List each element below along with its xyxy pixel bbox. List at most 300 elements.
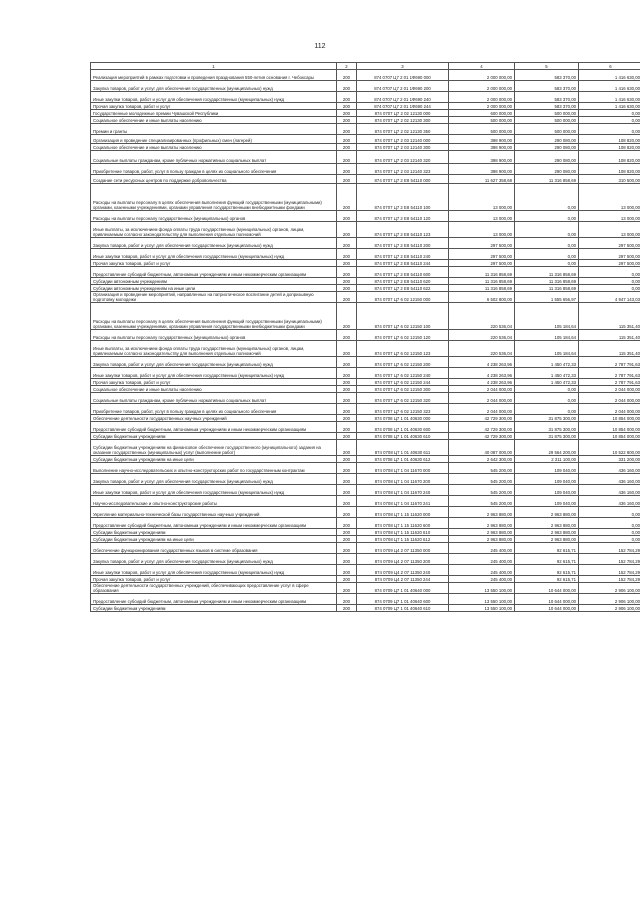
row-value-plan: 42 729 300,00 (449, 415, 515, 422)
row-value-executed: 92 615,71 (515, 554, 579, 565)
row-code: 200 (337, 81, 357, 92)
row-value-remaining: 2 787 791,63 (579, 357, 640, 368)
row-value-executed: 109 040,00 (515, 474, 579, 485)
row-value-executed: 92 615,71 (515, 576, 579, 583)
row-code: 200 (337, 583, 357, 594)
row-value-executed: 31 875 300,00 (515, 415, 579, 422)
row-value-remaining: 108 820,00 (579, 151, 640, 164)
table-row (91, 144, 640, 151)
row-classifier: 874 0708 Ц7 1 15 11620 610 (357, 529, 449, 536)
row-classifier: 874 0707 Ц7 2 01 1Ф690 244 (357, 103, 449, 110)
row-value-executed: 1 450 472,33 (515, 357, 579, 368)
row-name: Закупка товаров, работ и услуг для обеспечения государственных (муниципальных) нужд (91, 81, 337, 92)
row-value-remaining: 2 787 791,63 (579, 368, 640, 379)
row-classifier: 874 0707 Ц7 6 02 12150 200 (357, 357, 449, 368)
row-value-executed: 583 370,00 (515, 81, 579, 92)
row-classifier: 874 0707 Ц7 2 02 12130 000 (357, 110, 449, 117)
row-code: 200 (337, 285, 357, 292)
row-name: Закупка товаров, работ и услуг для обеспечения государственных (муниципальных) нужд (91, 357, 337, 368)
row-value-plan: 545 200,00 (449, 463, 515, 474)
row-value-remaining: 115 351,40 (579, 303, 640, 330)
row-name: Иные закупки товаров, работ и услуг для обеспечения государственных (муниципальных) нужд (91, 485, 337, 496)
table-header-row (91, 63, 640, 70)
row-value-remaining: 0,00 (579, 278, 640, 285)
row-value-remaining: 1 416 630,00 (579, 81, 640, 92)
row-code: 200 (337, 175, 357, 184)
row-value-executed: 11 316 858,69 (515, 285, 579, 292)
row-value-remaining: 108 820,00 (579, 135, 640, 144)
row-value-executed: 29 564 200,00 (515, 440, 579, 456)
table-row (91, 260, 640, 267)
row-code: 200 (337, 164, 357, 175)
row-name: Организация и проведение специализированных (профильных) смен (лагерей) (91, 135, 337, 144)
row-code: 200 (337, 529, 357, 536)
row-classifier: 874 0707 Ц7 2 02 12130 300 (357, 117, 449, 124)
row-value-plan: 545 200,00 (449, 496, 515, 507)
row-value-executed: 2 963 880,00 (515, 536, 579, 543)
row-value-plan: 13 550 100,00 (449, 605, 515, 612)
row-value-plan: 2 044 000,00 (449, 386, 515, 393)
row-value-remaining: 436 160,00 (579, 485, 640, 496)
column-header: 4 (449, 63, 515, 70)
row-code: 200 (337, 565, 357, 576)
budget-table (90, 62, 640, 612)
row-name: Социальное обеспечение и иные выплаты населению (91, 117, 337, 124)
row-value-executed: 2 311 100,00 (515, 456, 579, 463)
row-value-remaining: 1 416 630,00 (579, 103, 640, 110)
table-row (91, 605, 640, 612)
row-value-executed: 290 080,00 (515, 135, 579, 144)
row-value-plan: 13 000,00 (449, 184, 515, 211)
row-value-plan: 2 000 000,00 (449, 81, 515, 92)
row-name: Обеспечение функционирования государственных языков в системе образования (91, 543, 337, 554)
row-classifier: 874 0707 Ц7 2 E8 54110 620 (357, 278, 449, 285)
row-classifier: 874 0709 Ц7 1 01 40640 600 (357, 594, 449, 605)
row-value-plan: 245 400,00 (449, 565, 515, 576)
row-code: 200 (337, 605, 357, 612)
row-classifier: 874 0708 Ц7 1 01 40630 600 (357, 422, 449, 433)
row-classifier: 874 0707 Ц7 2 01 1Ф690 000 (357, 70, 449, 81)
row-value-plan: 11 627 358,68 (449, 175, 515, 184)
row-classifier: 874 0707 Ц7 6 02 12150 123 (357, 341, 449, 357)
table-row (91, 164, 640, 175)
row-name: Расходы на выплаты персоналу в целях обеспечения выполнения функций государственными (муниципальными) органами, казенными учреждениями, органами управления государственными внебюджетными фондами (91, 303, 337, 330)
row-value-remaining: 297 500,00 (579, 260, 640, 267)
row-value-executed: 290 080,00 (515, 151, 579, 164)
table-row (91, 92, 640, 103)
table-row (91, 341, 640, 357)
row-classifier: 874 0709 Ц7 1 01 40640 000 (357, 583, 449, 594)
row-value-plan: 2 963 880,00 (449, 507, 515, 518)
row-name: Предоставление субсидий бюджетным, автономным учреждениям и иным некоммерческим организациям (91, 422, 337, 433)
table-row (91, 357, 640, 368)
table-row (91, 529, 640, 536)
row-value-remaining: 0,00 (579, 117, 640, 124)
row-value-plan: 245 400,00 (449, 576, 515, 583)
row-code: 200 (337, 341, 357, 357)
row-value-executed: 583 370,00 (515, 92, 579, 103)
row-classifier: 874 0707 Ц7 2 E8 54110 200 (357, 238, 449, 249)
row-value-remaining: 2 044 000,00 (579, 393, 640, 404)
table-row (91, 124, 640, 135)
row-value-remaining: 310 500,00 (579, 175, 640, 184)
row-classifier: 874 0707 Ц7 2 E8 54110 240 (357, 249, 449, 260)
row-code: 200 (337, 404, 357, 415)
row-value-executed: 10 644 000,00 (515, 583, 579, 594)
row-value-executed: 290 080,00 (515, 164, 579, 175)
row-value-plan: 220 536,04 (449, 330, 515, 341)
row-value-executed: 290 080,00 (515, 144, 579, 151)
row-value-plan: 4 238 263,96 (449, 368, 515, 379)
table-row (91, 594, 640, 605)
row-value-plan: 2 963 880,00 (449, 518, 515, 529)
row-value-remaining: 436 160,00 (579, 474, 640, 485)
row-code: 200 (337, 496, 357, 507)
row-value-plan: 11 316 858,69 (449, 278, 515, 285)
table-row (91, 175, 640, 184)
row-value-plan: 545 200,00 (449, 485, 515, 496)
row-value-plan: 398 900,00 (449, 144, 515, 151)
row-value-remaining: 13 000,00 (579, 211, 640, 222)
row-name: Иные закупки товаров, работ и услуг для обеспечения государственных (муниципальных) нужд (91, 249, 337, 260)
table-row (91, 565, 640, 576)
table-row (91, 303, 640, 330)
row-classifier: 874 0707 Ц7 2 03 12140 320 (357, 151, 449, 164)
table-row (91, 576, 640, 583)
row-classifier: 874 0708 Ц7 1 15 11620 600 (357, 518, 449, 529)
row-name: Реализация мероприятий в рамках подготовки и проведения празднования 550-летия основания г. Чебоксары (91, 70, 337, 81)
row-code: 200 (337, 330, 357, 341)
row-classifier: 874 0708 Ц7 1 04 11670 200 (357, 474, 449, 485)
row-classifier: 874 0707 Ц7 2 E8 54110 622 (357, 285, 449, 292)
column-header: 5 (515, 63, 579, 70)
row-value-remaining: 10 522 800,00 (579, 440, 640, 456)
row-code: 200 (337, 211, 357, 222)
row-name: Закупка товаров, работ и услуг для обеспечения государственных (муниципальных) нужд (91, 474, 337, 485)
row-code: 200 (337, 474, 357, 485)
row-code: 200 (337, 92, 357, 103)
row-classifier: 874 0709 Ц4 2 07 11350 240 (357, 565, 449, 576)
row-value-plan: 13 550 100,00 (449, 583, 515, 594)
row-value-executed: 109 040,00 (515, 485, 579, 496)
row-value-remaining: 152 784,29 (579, 576, 640, 583)
row-code: 200 (337, 238, 357, 249)
row-code: 200 (337, 440, 357, 456)
row-name: Социальное обеспечение и иные выплаты населению (91, 386, 337, 393)
table-row (91, 285, 640, 292)
row-name: Предоставление субсидий бюджетным, автономным учреждениям и иным некоммерческим организациям (91, 518, 337, 529)
row-value-executed: 0,00 (515, 238, 579, 249)
table-row (91, 554, 640, 565)
table-row (91, 249, 640, 260)
column-header: 2 (337, 63, 357, 70)
row-value-executed: 1 450 472,33 (515, 368, 579, 379)
row-name: Иные закупки товаров, работ и услуг для обеспечения государственных (муниципальных) нужд (91, 368, 337, 379)
row-classifier: 874 0708 Ц7 1 04 11670 000 (357, 463, 449, 474)
row-classifier: 874 0709 Ц4 2 07 11350 200 (357, 554, 449, 565)
table-row (91, 110, 640, 117)
row-value-remaining: 297 500,00 (579, 238, 640, 249)
row-name: Укрепление материально-технической базы государственных научных учреждений (91, 507, 337, 518)
row-classifier: 874 0709 Ц4 2 07 11350 244 (357, 576, 449, 583)
row-name: Организация и проведение мероприятий, направленных на патриотическое воспитание детей и допризывную подготовку молодежи (91, 292, 337, 303)
row-value-executed: 583 370,00 (515, 70, 579, 81)
row-value-executed: 0,00 (515, 184, 579, 211)
row-value-remaining: 331 200,00 (579, 456, 640, 463)
column-header: 1 (91, 63, 337, 70)
row-value-plan: 2 963 880,00 (449, 529, 515, 536)
row-name: Создание сети ресурсных центров по поддержке добровольчества (91, 175, 337, 184)
row-name: Предоставление субсидий бюджетным, автономным учреждениям и иным некоммерческим организациям (91, 267, 337, 278)
row-code: 200 (337, 260, 357, 267)
row-name: Предоставление субсидий бюджетным, автономным учреждениям и иным некоммерческим организациям (91, 594, 337, 605)
row-name: Научно-исследовательские и опытно-конструкторские работы (91, 496, 337, 507)
row-value-plan: 11 316 858,69 (449, 267, 515, 278)
row-value-plan: 545 200,00 (449, 474, 515, 485)
row-classifier: 874 0707 Ц7 2 E8 54110 100 (357, 184, 449, 211)
row-code: 200 (337, 303, 357, 330)
row-value-plan: 2 642 300,00 (449, 456, 515, 463)
row-code: 200 (337, 103, 357, 110)
row-value-remaining: 2 906 100,00 (579, 583, 640, 594)
row-code: 200 (337, 463, 357, 474)
row-code: 200 (337, 393, 357, 404)
row-value-plan: 398 900,00 (449, 164, 515, 175)
row-code: 200 (337, 135, 357, 144)
row-classifier: 874 0708 Ц7 1 01 40630 000 (357, 415, 449, 422)
table-row (91, 330, 640, 341)
row-value-remaining: 1 416 630,00 (579, 92, 640, 103)
row-name: Обеспечение деятельности государственных научных учреждений (91, 415, 337, 422)
row-value-remaining: 108 820,00 (579, 144, 640, 151)
row-classifier: 874 0707 Ц7 6 02 12150 320 (357, 393, 449, 404)
column-header: 6 (579, 63, 640, 70)
row-value-plan: 297 500,00 (449, 238, 515, 249)
row-classifier: 874 0707 Ц7 6 02 12150 300 (357, 386, 449, 393)
row-value-plan: 398 900,00 (449, 135, 515, 144)
row-name: Закупка товаров, работ и услуг для обеспечения государственных (муниципальных) нужд (91, 238, 337, 249)
table-row (91, 117, 640, 124)
row-classifier: 874 0707 Ц7 6 02 12150 240 (357, 368, 449, 379)
row-value-plan: 398 900,00 (449, 151, 515, 164)
row-classifier: 874 0708 Ц7 1 15 11620 000 (357, 507, 449, 518)
row-value-remaining: 0,00 (579, 110, 640, 117)
row-name: Социальное обеспечение и иные выплаты населению (91, 144, 337, 151)
row-value-remaining: 2 906 100,00 (579, 594, 640, 605)
table-row (91, 222, 640, 238)
row-value-executed: 500 000,00 (515, 124, 579, 135)
row-code: 200 (337, 594, 357, 605)
table-row (91, 485, 640, 496)
row-classifier: 874 0707 Ц7 2 E8 54110 123 (357, 222, 449, 238)
row-code: 200 (337, 151, 357, 164)
row-value-executed: 583 370,00 (515, 103, 579, 110)
row-value-executed: 0,00 (515, 249, 579, 260)
row-value-executed: 1 450 472,33 (515, 379, 579, 386)
row-classifier: 874 0708 Ц7 1 04 11670 240 (357, 485, 449, 496)
row-code: 200 (337, 554, 357, 565)
table-row (91, 415, 640, 422)
row-value-executed: 0,00 (515, 386, 579, 393)
table-row (91, 536, 640, 543)
row-classifier: 874 0707 Ц7 2 E8 54110 120 (357, 211, 449, 222)
table-row (91, 379, 640, 386)
row-value-plan: 500 000,00 (449, 117, 515, 124)
row-code: 200 (337, 70, 357, 81)
row-classifier: 874 0707 Ц7 2 01 1Ф690 200 (357, 81, 449, 92)
row-value-plan: 4 238 263,96 (449, 379, 515, 386)
row-value-executed: 0,00 (515, 393, 579, 404)
table-row (91, 496, 640, 507)
row-value-executed: 500 000,00 (515, 117, 579, 124)
row-value-plan: 2 044 000,00 (449, 404, 515, 415)
row-name: Обеспечение деятельности государственных учреждений, обеспечивающих предоставление услуг в сфере образования (91, 583, 337, 594)
row-value-executed: 105 184,64 (515, 341, 579, 357)
row-value-plan: 42 729 300,00 (449, 422, 515, 433)
table-row (91, 278, 640, 285)
row-value-remaining: 0,00 (579, 267, 640, 278)
row-classifier: 874 0707 Ц7 2 03 12140 300 (357, 144, 449, 151)
table-row (91, 440, 640, 456)
row-value-remaining: 2 044 000,00 (579, 404, 640, 415)
row-value-remaining: 108 820,00 (579, 164, 640, 175)
row-value-plan: 13 000,00 (449, 222, 515, 238)
table-row (91, 292, 640, 303)
row-code: 200 (337, 456, 357, 463)
row-value-remaining: 0,00 (579, 529, 640, 536)
row-name: Субсидии бюджетным учреждениям (91, 529, 337, 536)
row-classifier: 874 0707 Ц7 2 03 12140 323 (357, 164, 449, 175)
row-code: 200 (337, 144, 357, 151)
row-classifier: 874 0707 Ц7 6 02 12150 244 (357, 379, 449, 386)
row-classifier: 874 0708 Ц7 1 04 11670 241 (357, 496, 449, 507)
row-value-plan: 297 500,00 (449, 249, 515, 260)
table-row (91, 81, 640, 92)
table-row (91, 238, 640, 249)
row-value-remaining: 10 854 000,00 (579, 422, 640, 433)
row-code: 200 (337, 422, 357, 433)
row-classifier: 874 0709 Ц4 2 07 11350 000 (357, 543, 449, 554)
row-value-plan: 6 502 800,00 (449, 292, 515, 303)
row-name: Премии и гранты (91, 124, 337, 135)
row-value-executed: 0,00 (515, 211, 579, 222)
row-value-plan: 13 000,00 (449, 211, 515, 222)
table-row (91, 433, 640, 440)
row-code: 200 (337, 357, 357, 368)
row-value-executed: 500 000,00 (515, 110, 579, 117)
row-value-remaining: 4 947 143,03 (579, 292, 640, 303)
row-value-executed: 109 040,00 (515, 463, 579, 474)
row-value-remaining: 2 787 791,63 (579, 379, 640, 386)
row-classifier: 874 0707 Ц7 6 02 12150 323 (357, 404, 449, 415)
table-row (91, 543, 640, 554)
row-value-executed: 10 644 000,00 (515, 605, 579, 612)
row-code: 200 (337, 507, 357, 518)
row-name: Прочая закупка товаров, работ и услуг (91, 576, 337, 583)
row-code: 200 (337, 117, 357, 124)
row-value-plan: 297 500,00 (449, 260, 515, 267)
row-value-plan: 600 000,00 (449, 110, 515, 117)
row-value-plan: 42 729 300,00 (449, 433, 515, 440)
row-name: Субсидии автономным учреждениям (91, 278, 337, 285)
table-row (91, 184, 640, 211)
row-value-executed: 2 963 880,00 (515, 507, 579, 518)
row-name: Субсидии бюджетным учреждениям на финансовое обеспечение государственного (муниципального) задания на оказание государственных (муниципальных) услуг (выполнение работ) (91, 440, 337, 456)
row-value-executed: 11 316 858,69 (515, 267, 579, 278)
row-value-remaining: 1 416 630,00 (579, 70, 640, 81)
row-value-plan: 2 000 000,00 (449, 103, 515, 110)
row-value-executed: 0,00 (515, 404, 579, 415)
row-code: 200 (337, 433, 357, 440)
row-value-plan: 11 316 858,69 (449, 285, 515, 292)
row-classifier: 874 0708 Ц7 1 15 11620 612 (357, 536, 449, 543)
row-value-plan: 220 536,04 (449, 303, 515, 330)
row-value-remaining: 0,00 (579, 507, 640, 518)
table-row (91, 368, 640, 379)
row-code: 200 (337, 485, 357, 496)
row-value-executed: 105 184,64 (515, 303, 579, 330)
row-name: Субсидии автономным учреждениям на иные цели (91, 285, 337, 292)
row-value-plan: 245 400,00 (449, 543, 515, 554)
row-name: Приобретение товаров, работ, услуг в пользу граждан в целях их социального обеспечения (91, 164, 337, 175)
row-value-executed: 31 875 300,00 (515, 422, 579, 433)
row-name: Расходы на выплаты персоналу государственных (муниципальных) органов (91, 330, 337, 341)
table-row (91, 404, 640, 415)
row-name: Социальные выплаты гражданам, кроме публичных нормативных социальных выплат (91, 151, 337, 164)
row-value-remaining: 115 351,40 (579, 330, 640, 341)
table-row (91, 211, 640, 222)
row-classifier: 874 0708 Ц7 1 01 40630 611 (357, 440, 449, 456)
row-classifier: 874 0707 Ц7 2 02 12130 350 (357, 124, 449, 135)
row-value-executed: 2 963 880,00 (515, 529, 579, 536)
row-name: Приобретение товаров, работ, услуг в пользу граждан в целях их социального обеспечения (91, 404, 337, 415)
row-value-executed: 11 316 858,69 (515, 175, 579, 184)
row-name: Выполнение научно-исследовательских и опытно-конструкторских работ по государственным контрактам (91, 463, 337, 474)
row-code: 200 (337, 222, 357, 238)
row-classifier: 874 0709 Ц7 1 01 40640 610 (357, 605, 449, 612)
row-code: 200 (337, 249, 357, 260)
row-name: Закупка товаров, работ и услуг для обеспечения государственных (муниципальных) нужд (91, 554, 337, 565)
row-classifier: 874 0707 Ц7 6 02 12150 100 (357, 303, 449, 330)
row-code: 200 (337, 110, 357, 117)
row-code: 200 (337, 576, 357, 583)
row-value-executed: 11 316 858,69 (515, 278, 579, 285)
row-value-executed: 92 615,71 (515, 543, 579, 554)
table-row (91, 151, 640, 164)
row-value-remaining: 0,00 (579, 285, 640, 292)
row-value-remaining: 115 351,40 (579, 341, 640, 357)
row-value-executed: 0,00 (515, 260, 579, 267)
row-name: Социальные выплаты гражданам, кроме публичных нормативных социальных выплат (91, 393, 337, 404)
row-code: 200 (337, 386, 357, 393)
table-row (91, 135, 640, 144)
row-value-plan: 2 000 000,00 (449, 70, 515, 81)
row-name: Расходы на выплаты персоналу государственных (муниципальных) органов (91, 211, 337, 222)
row-value-plan: 500 000,00 (449, 124, 515, 135)
row-value-remaining: 10 854 000,00 (579, 433, 640, 440)
table-row (91, 422, 640, 433)
row-name: Иные закупки товаров, работ и услуг для обеспечения государственных (муниципальных) нужд (91, 565, 337, 576)
row-value-remaining: 13 000,00 (579, 184, 640, 211)
page-number: 112 (314, 43, 326, 50)
row-name: Прочая закупка товаров, работ и услуг (91, 260, 337, 267)
row-code: 200 (337, 278, 357, 285)
row-value-executed: 105 184,64 (515, 330, 579, 341)
row-value-remaining: 0,00 (579, 518, 640, 529)
row-classifier: 874 0707 Ц7 6 02 12150 120 (357, 330, 449, 341)
row-value-remaining: 152 784,29 (579, 554, 640, 565)
row-name: Прочая закупка товаров, работ и услуг (91, 379, 337, 386)
